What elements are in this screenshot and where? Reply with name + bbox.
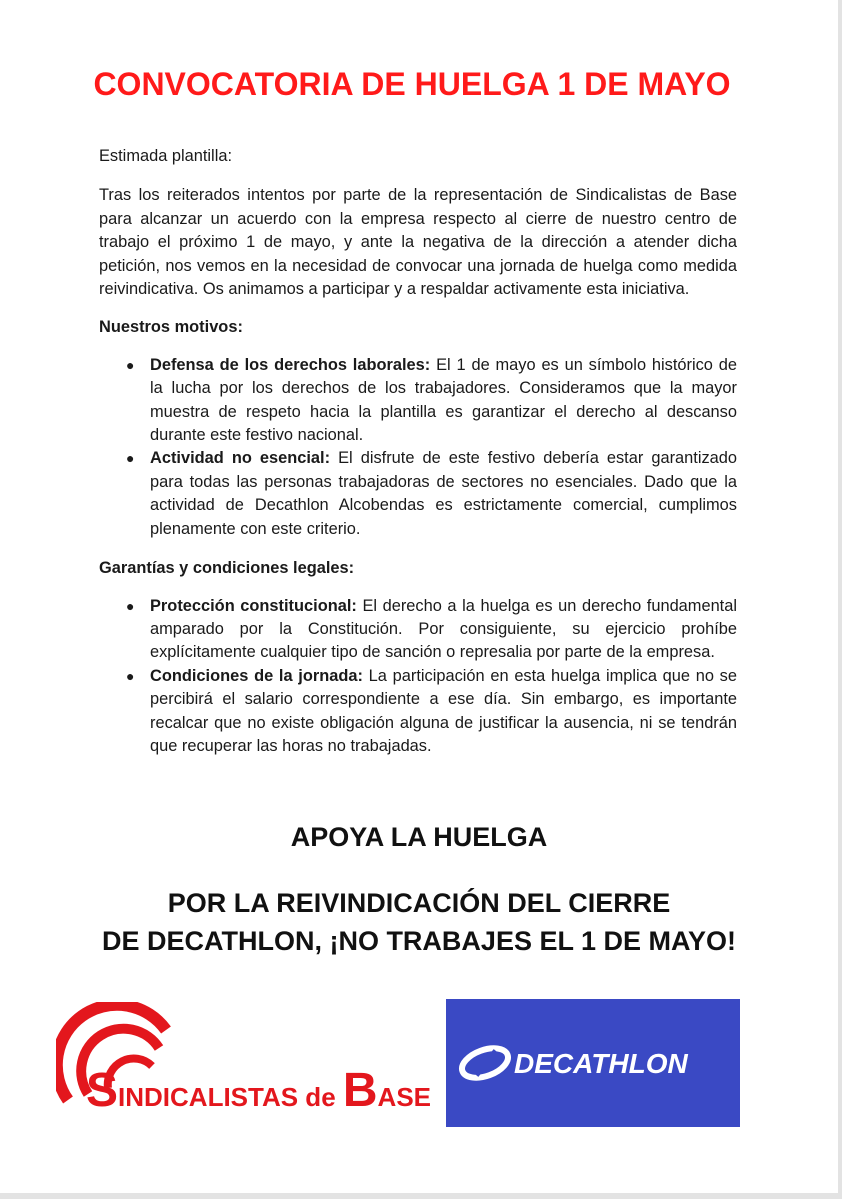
bullet-icon: ● [126, 597, 135, 614]
logo-text-end: ASE [377, 1082, 432, 1112]
svg-text:SINDICALISTAS de BASE [86, 1064, 431, 1117]
page-title: CONVOCATORIA DE HUELGA 1 DE MAYO [93, 66, 731, 102]
item-term: Protección constitucional: [150, 596, 357, 615]
bullet-icon: ● [126, 667, 135, 684]
item-text: El derecho a la huelga es un derecho fundamental amparado por la Constitución. Por consiguiente, su ejercicio prohíbe explícitamente cualquier tipo de sanción o represalia por parte de la empresa. [150, 596, 737, 662]
list-item [99, 665, 737, 759]
item-term: Condiciones de la jornada: [150, 666, 363, 685]
garantias-list [99, 595, 737, 759]
slogan-line-2: POR LA REIVINDICACIÓN DEL CIERRE [167, 888, 671, 918]
slogan-support: APOYA LA HUELGA [290, 822, 548, 852]
logo-letter-b: B [342, 1064, 378, 1117]
garantias-heading: Garantías y condiciones legales: [99, 559, 355, 578]
sindicalistas-de-base-logo [56, 1002, 436, 1122]
item-term: Actividad no esencial: [150, 449, 331, 468]
list-item [99, 447, 737, 541]
item-text: El disfrute de este festivo debería estar garantizado para todas las personas trabajadoras de sectores no esenciales. Dado que la actividad de Decathlon Alcobendas es estrictamente comercial, cumplimos plenamente con este criterio. [150, 449, 737, 538]
bullet-icon: ● [126, 356, 135, 373]
decathlon-wordmark: DECATHLON [514, 1048, 688, 1079]
list-item [99, 354, 737, 448]
list-item [99, 595, 737, 665]
item-term: Defensa de los derechos laborales: [150, 355, 431, 374]
intro-paragraph: Tras los reiterados intentos por parte de la representación de Sindicalistas de Base para alcanzar un acuerdo con la empresa respecto al cierre de nuestro centro de trabajo el próximo 1 de mayo, y ante la negativa de la dirección a atender dicha petición, nos vemos en la necesidad de convocar una jornada de huelga como medida reivindicativa. Os animamos a participar y a respaldar activamente esta iniciativa. [99, 186, 737, 299]
decathlon-logo [446, 999, 740, 1127]
motivos-list [99, 354, 737, 541]
item-text: El 1 de mayo es un símbolo histórico de la lucha por los derechos de los trabajadores. Consideramos que la mayor muestra de respeto hacia la plantilla es garantizar el derecho al descanso durante este festivo nacional. [150, 355, 737, 445]
greeting: Estimada plantilla: [99, 147, 233, 165]
logo-letter-s: S [86, 1064, 119, 1117]
motivos-heading: Nuestros motivos: [99, 318, 243, 337]
item-text: La participación en esta huelga implica que no se percibirá el salario correspondiente a ese día. Sin embargo, es importante recalcar que no existe obligación alguna de justificar la ausencia, ni se tendrán que recuperar las horas no trabajadas. [150, 666, 737, 755]
bullet-icon: ● [126, 450, 135, 467]
logo-text-mid: INDICALISTAS de [118, 1082, 343, 1112]
slogan-line-3: DE DECATHLON, ¡NO TRABAJES EL 1 DE MAYO! [101, 926, 737, 956]
letter-body [99, 145, 737, 758]
